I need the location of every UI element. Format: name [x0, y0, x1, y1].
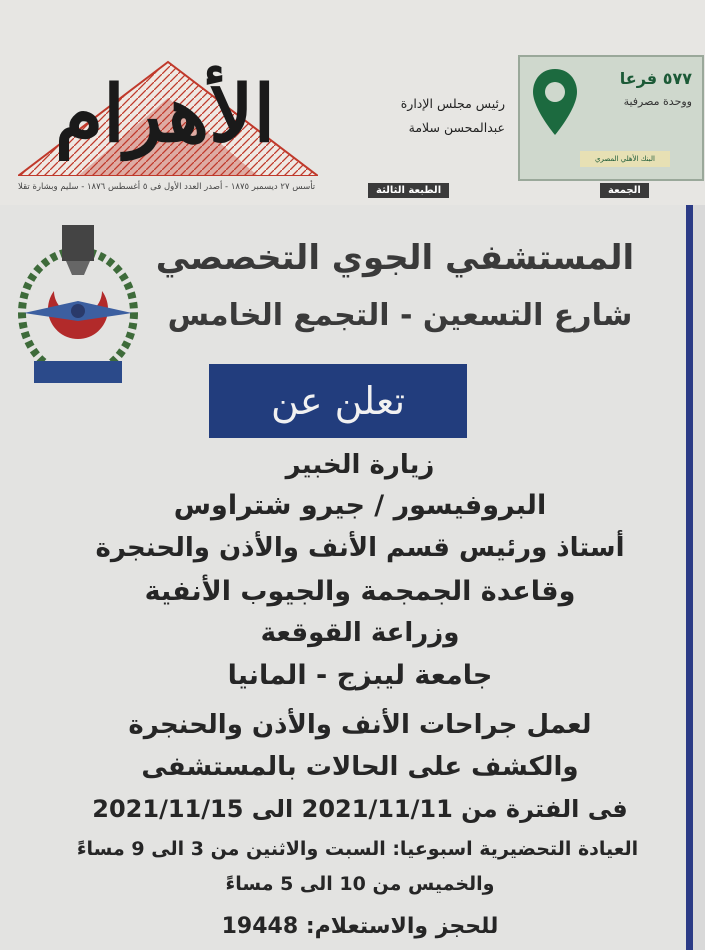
masthead	[0, 0, 705, 205]
bank-ad-headline: ٥٧٧ فرعا	[619, 69, 692, 88]
ad-line: أستاذ ورئيس قسم الأنف والأذن والحنجرة	[95, 533, 625, 563]
clinic-hours-thursday: والخميس من 10 الى 5 مساءً	[225, 873, 495, 895]
ad-line: وقاعدة الجمجمة والجيوب الأنفية	[144, 576, 576, 607]
chairman-name: عبدالمحسن سلامة	[408, 120, 505, 135]
bank-logo: البنك الأهلي المصري	[580, 151, 670, 167]
ad-line: والكشف على الحالات بالمستشفى	[141, 752, 579, 782]
location-pin-icon	[530, 67, 580, 137]
chairman-block	[340, 92, 505, 140]
hospital-address: شارع التسعين - التجمع الخامس	[167, 298, 633, 333]
newspaper-logo[interactable]: الأهرام	[54, 69, 276, 160]
founding-date-line: تأسس ٢٧ ديسمبر ١٨٧٥ - أصدر العدد الأول فى ٥ أغسطس ١٨٧٦ - سليم وبشارة تقلا	[18, 182, 316, 192]
bank-ad-subline: ووحدة مصرفية	[623, 95, 692, 108]
booking-phone[interactable]: للحجز والاستعلام: 19448	[221, 914, 499, 939]
ad-line: جامعة ليبزج - المانيا	[227, 660, 493, 691]
announce-banner: تعلن عن	[209, 364, 467, 438]
chairman-title: رئيس مجلس الإدارة	[400, 96, 505, 111]
hospital-name: المستشفي الجوي التخصصي	[155, 238, 635, 278]
ad-line: البروفيسور / جيرو شتراوس	[173, 490, 547, 521]
edition-badge: الطبعة الثالثة	[368, 183, 449, 198]
visit-period: فى الفترة من 2021/11/11 الى 2021/11/15	[92, 795, 628, 823]
ad-line: وزراعة القوقعة	[260, 618, 460, 648]
ad-line: لعمل جراحات الأنف والأذن والحنجرة	[128, 710, 592, 740]
day-badge: الجمعة	[600, 183, 649, 198]
ad-line: زيارة الخبير	[285, 450, 435, 480]
clinic-hours: العيادة التحضيرية اسبوعيا: السبت والاثنين من 3 الى 9 مساءً	[76, 838, 639, 860]
bank-advertisement	[518, 55, 704, 181]
air-force-emblem-icon	[14, 221, 142, 391]
